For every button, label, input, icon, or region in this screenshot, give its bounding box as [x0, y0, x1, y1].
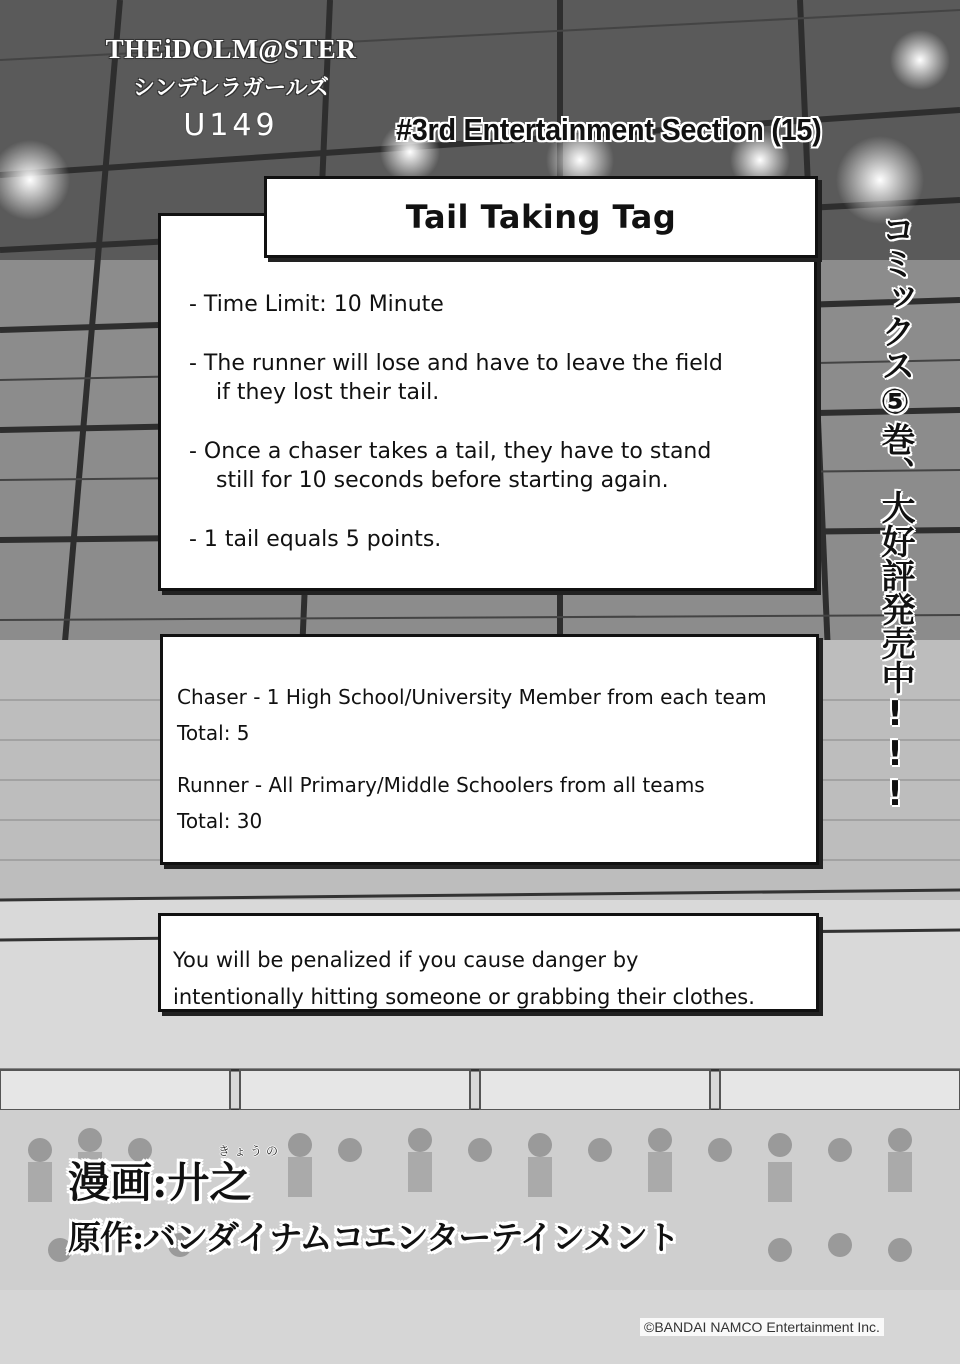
- logo-line-idolmaster: THEiDOLM@STER: [105, 34, 357, 64]
- rules-list: [189, 290, 799, 554]
- runner-description: Runner - All Primary/Middle Schoolers from all teams: [177, 773, 705, 797]
- rule-line: - 1 tail equals 5 points.: [189, 527, 442, 552]
- rule-item: [189, 290, 799, 319]
- rule-line-continued: still for 10 seconds before starting again.: [216, 468, 669, 493]
- rule-item: [189, 349, 799, 407]
- copyright-notice: ©BANDAI NAMCO Entertainment Inc.: [640, 1318, 884, 1336]
- original-work-credit: 原作:バンダイナムコエンターテインメント: [68, 1218, 679, 1257]
- series-logo: [96, 26, 366, 156]
- artist-credit: 漫画:廾之: [68, 1158, 252, 1207]
- rule-line: - The runner will lose and have to leave the field: [189, 351, 723, 376]
- teams-text: [177, 679, 817, 839]
- penalty-text: [173, 942, 813, 1016]
- section-title: #3rd Entertainment Section (15): [396, 112, 822, 147]
- penalty-line: You will be penalized if you cause danger by: [173, 948, 639, 972]
- side-promo-text: コミックス⑤巻、大好評発売中!!!: [875, 212, 915, 814]
- penalty-line: intentionally hitting someone or grabbing their clothes.: [173, 985, 755, 1009]
- penalty-panel: [158, 913, 819, 1012]
- chaser-total: Total: 5: [177, 721, 250, 745]
- runner-total: Total: 30: [177, 809, 263, 833]
- chaser-description: Chaser - 1 High School/University Member from each team: [177, 685, 767, 709]
- rule-item: [189, 437, 799, 495]
- game-title-tab: [264, 176, 818, 258]
- game-title: Tail Taking Tag: [405, 198, 677, 236]
- rule-line-continued: if they lost their tail.: [216, 380, 440, 405]
- logo-line-u149: U149: [183, 108, 279, 143]
- logo-line-cinderella: シンデレラガールズ: [133, 76, 329, 101]
- rule-line: - Time Limit: 10 Minute: [189, 292, 444, 317]
- rule-item: [189, 525, 799, 554]
- artist-name-ruby: きょうの: [218, 1144, 283, 1158]
- teams-panel: [160, 634, 819, 865]
- rule-line: - Once a chaser takes a tail, they have to stand: [189, 439, 712, 464]
- rules-panel: [158, 213, 817, 591]
